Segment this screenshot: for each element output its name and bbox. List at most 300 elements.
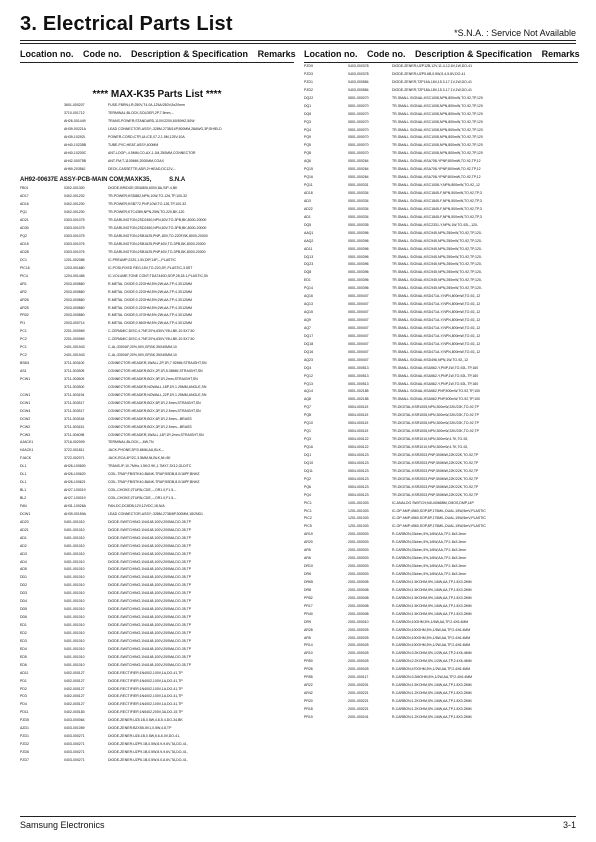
location-cell: AD11 — [20, 670, 29, 675]
parts-row — [20, 574, 294, 582]
description-cell: DIODE-SWITCHING;1N4148,100V,200MA,DO-35,TP — [108, 567, 192, 572]
parts-row — [304, 404, 578, 412]
location-cell — [20, 102, 64, 110]
description-cell: R-CARBON;2.2KOHM,5%,1/2W,AA,TP,2.4X6.4MM — [392, 659, 472, 664]
location-cell: AQ16 — [304, 294, 313, 299]
code-cell: 0501-002185 — [348, 397, 369, 402]
code-cell: 0401-001010 — [64, 662, 85, 667]
location-cell: ED4 — [20, 646, 27, 651]
location-cell: AAQ1 — [304, 230, 314, 235]
code-cell: 0501-000335 — [348, 222, 369, 227]
location-cell: PZD1 — [20, 734, 29, 739]
description-cell: TR-SMALL SIGNAL;KSD471A-Y,NPN,800mW,TO-92,,12 — [392, 294, 481, 299]
parts-row — [20, 233, 294, 241]
parts-row — [20, 134, 294, 142]
location-cell: AR25 — [20, 305, 29, 310]
code-cell: 0401-001010 — [64, 599, 85, 604]
parts-row — [20, 654, 294, 662]
location-cell: DQ10 — [304, 460, 314, 465]
location-cell: PZD1 — [304, 79, 313, 84]
code-cell: 3711-003317 — [64, 408, 85, 413]
location-cell: PQ12 — [304, 373, 313, 378]
parts-row — [20, 201, 294, 209]
location-cell: AD1 — [304, 214, 311, 219]
page-title: 3. Electrical Parts List — [20, 13, 233, 35]
description-cell: DIODE-SWITCHING;1N4148,100V,200MA,DO-35,TP — [108, 654, 192, 659]
code-cell: 0401-001010 — [64, 654, 85, 659]
location-cell: PD3 — [20, 694, 27, 699]
parts-row — [304, 269, 578, 277]
description-cell: TR-SMALL SIGNAL;KSC945,NPN,250mW,TO-92,TP,120- — [392, 278, 482, 283]
code-cell: 0401-001010 — [64, 559, 85, 564]
code-cell: 0501-000407 — [348, 341, 369, 346]
parts-row — [20, 511, 294, 519]
description-cell: TR-SMALL SIGNAL;KSC945,NPN,250mW,TO-92,TP,120- — [392, 262, 482, 267]
code-cell: 0504-000123 — [348, 476, 369, 481]
location-cell: AR5 — [304, 548, 311, 553]
description-cell: FUSE-FBRN;LR;250V,T4.0A,125A/250V,5x20mm — [108, 103, 185, 107]
location-cell: PQ4 — [304, 127, 312, 132]
parts-row — [20, 606, 294, 614]
code-cell: 0401-001010 — [64, 527, 85, 532]
location-cell: AR1 — [20, 281, 27, 286]
parts-row — [20, 733, 294, 741]
code-cell: 0401-001010 — [64, 623, 85, 627]
description-cell: DIODE-SWITCHING;1N4148,100V,200MA,DO-35,TP — [108, 559, 192, 564]
code-cell: 2001-000008 — [348, 587, 369, 592]
description-cell: TR-DIGITAL;KSR2003,PNP,300MW,22K/22K,TO-92,TP — [392, 492, 479, 497]
description-cell: DIODE-SWITCHING;1N4148,100V,200MA,DO-35,TP — [108, 591, 192, 596]
description-cell: DIODE-SWITCHING;1N4148,100V,200MA,DO-35,TP — [108, 630, 192, 635]
code-cell: 0402-001200 — [64, 202, 85, 207]
parts-row — [20, 543, 294, 551]
code-header: Code no. — [83, 49, 122, 59]
description-cell: R-CARBON;3.3MOHM,5%,1/2W,AA,TP,2.4X6.4MM — [392, 675, 473, 680]
description-cell: DIODE-SWITCHING;1N4148,100V,200MA,DO-35,TP — [108, 519, 192, 524]
location-cell: PR52 — [304, 595, 313, 600]
right-rows — [304, 63, 578, 722]
top-rule-double — [20, 43, 576, 44]
parts-row — [304, 492, 578, 500]
parts-row — [20, 622, 294, 630]
description-cell: TR-SMALL SIGNAL;KSC1008,NPN,800mW,TO-92,TP,120 — [392, 143, 483, 148]
code-cell: 0504-000123 — [348, 460, 369, 465]
description-cell: R-CARBON;1.2KOHM,5%,1/6W,AA,TP,1.8X3.2MM — [392, 691, 472, 696]
parts-row — [20, 432, 294, 440]
group-sna: S.N.A — [169, 177, 186, 184]
parts-row — [20, 495, 294, 503]
code-cell: 2001-000003 — [348, 532, 369, 537]
code-cell: 2001-000221 — [348, 706, 369, 711]
parts-row — [20, 479, 294, 487]
code-cell: 2001-000117 — [348, 675, 369, 680]
description-cell: DIODE-ZENER;BZX55-5V1,0.5W,4.8,TP — [108, 726, 172, 731]
description-cell: DIODE-SWITCHING;1N4148,100V,200MA,DO-35,TP — [108, 551, 192, 556]
parts-row — [20, 166, 294, 174]
parts-row — [304, 119, 578, 127]
location-cell: PQ9 — [304, 135, 312, 140]
parts-row — [304, 579, 578, 587]
code-cell: 2001-000025 — [348, 627, 369, 632]
code-cell: 0504-000119 — [348, 413, 369, 418]
description-cell: DIODE-SWITCHING;1N4148,100V,200MA,DO-35,TP — [108, 662, 192, 667]
location-cell: PIC5 — [304, 524, 312, 529]
location-cell: FAN — [20, 503, 27, 508]
location-cell: DL1 — [20, 472, 27, 477]
description-cell: TUBE-PVC;HEAT-ASSY,400MM — [108, 142, 159, 147]
parts-row — [20, 741, 294, 749]
location-cell: PQ10 — [304, 421, 313, 426]
description-cell: TR-SMALL SIGNAL;KSA562,PNP,500mW,TO-92,TP,100 — [392, 397, 480, 402]
description-cell: DIODE-RECTIFIER;1N4002,100V,1A,DO-41,TP — [108, 686, 183, 691]
parts-row — [20, 384, 294, 392]
code-cell: 1204-001465 — [64, 273, 85, 278]
parts-row — [304, 412, 578, 420]
code-cell: 2001-000221 — [348, 691, 369, 696]
description-cell: CONNECTOR-HEADER;BOX,2P,1R,5.08MM,STRAIGHT,SN — [108, 369, 203, 373]
parts-row — [304, 134, 578, 142]
left-column-header — [20, 46, 294, 62]
code-cell: 0501-000396 — [348, 262, 369, 267]
location-header: Location no. — [304, 49, 358, 59]
remarks-header: Remarks — [257, 49, 296, 59]
code-cell: 3716-002009 — [64, 440, 85, 445]
code-cell: 2001-000025 — [348, 643, 369, 648]
description-cell: DIODE-RECTIFIER;1N4002,100V,1A,DO-41,TP — [108, 670, 183, 675]
location-cell: AR6 — [304, 556, 311, 561]
parts-row — [20, 503, 294, 511]
parts-row — [304, 246, 578, 254]
description-cell: TR-SMALL SIGNAL;KSD471A-Y,NPN,800mW,TO-92,,12 — [392, 325, 481, 330]
code-cell: AH27-100019 — [64, 488, 86, 493]
location-cell: PQ8 — [304, 413, 312, 418]
parts-row — [20, 590, 294, 598]
code-cell: 0302-001300 — [64, 186, 85, 191]
code-cell: 0501-000513 — [348, 373, 369, 378]
location-cell: AD16 — [20, 202, 29, 207]
code-cell: 2001-000201 — [348, 683, 369, 688]
code-cell: 2201-000969 — [64, 329, 85, 334]
code-cell: 0403-000584 — [348, 87, 369, 92]
location-cell: DQ13 — [304, 254, 314, 259]
location-cell: AR20 — [304, 540, 313, 545]
description-cell: R-CARBON;3.3KOHM,5%,1/2W,AA,TP,2.4X6.4MM — [392, 651, 472, 656]
parts-row — [304, 238, 578, 246]
code-cell: 3710-001712 — [64, 110, 85, 115]
code-cell: 0501-000070 — [348, 111, 369, 116]
location-cell: AQ8 — [304, 397, 312, 402]
location-cell: AD15 — [20, 242, 29, 246]
parts-row — [304, 642, 578, 650]
code-cell: 0501-000407 — [348, 333, 369, 338]
code-cell: 0504-000123 — [348, 484, 369, 489]
code-cell: AH40-10200C — [64, 150, 87, 155]
location-cell: AR2 — [20, 289, 27, 294]
description-cell: DIODE-SWITCHING;1N4148,100V,200MA,DO-35,TP — [108, 607, 192, 612]
remarks-header: Remarks — [541, 49, 580, 59]
parts-row — [20, 320, 294, 328]
location-cell: PR14 — [304, 643, 313, 648]
code-cell: 2003-000860 — [64, 305, 85, 310]
parts-row — [20, 670, 294, 678]
location-cell: AD21 — [20, 218, 29, 223]
description-cell: DIODE-ZENER;UZ5.1B,0.5W,4.8-5.4,DO-34,BK — [108, 718, 183, 723]
code-cell: 0501-000070 — [348, 103, 369, 108]
description-cell: IC-OP AMP;4560,SOP,8P,175MIL,DUAL,15W,5mV,PLASTIC — [392, 508, 486, 513]
description-cell: DIODE-ZENER;UZP12B,12V,11.4-12.6V,1W,DO-41 — [392, 64, 473, 68]
location-cell: PCW3 — [20, 432, 31, 437]
parts-row — [20, 646, 294, 654]
code-cell: 0501-000396 — [348, 270, 369, 275]
description-cell: TR-SMALL SIGNAL;KSC945,NPN,250mW,TO-92,TP,120- — [392, 286, 482, 291]
parts-row — [20, 376, 294, 384]
description-cell: TR-DARLINGTON;2SB1625,PNP,60V,TO-3PB,BK,8000-20000 — [108, 242, 206, 246]
parts-row — [20, 185, 294, 193]
description-cell: CONNECTOR-HEADER;BOX,3P,1R,2.5mm,STRAIGHT,SN — [108, 408, 201, 413]
footer-rule — [20, 816, 576, 817]
code-cell: 0401-001010 — [64, 575, 85, 580]
code-cell: 1201-001003 — [348, 508, 369, 513]
description-cell: R-METAL OXIDE;0.56OHM;5%;2W;AA;TP;4.3X12MM — [108, 321, 192, 326]
location-cell: AD30 — [20, 226, 29, 231]
location-cell: AD18 — [304, 191, 313, 195]
parts-row — [304, 460, 578, 468]
location-cell: PQ7 — [304, 405, 312, 410]
code-cell: 3601-000207 — [64, 103, 85, 107]
parts-row — [304, 468, 578, 476]
parts-row — [20, 717, 294, 725]
description-cell: TR-SMALL SIGNAL;KSC1008,NPN,800mW,TO-92,TP,120 — [392, 95, 483, 100]
description-cell: TR-SMALL SIGNAL;KSD471A-Y,NPN,800mW,TO-92,,12 — [392, 318, 481, 322]
description-cell: R-METAL OXIDE;0.22OHM;5%;2W;AA;TP;4.3X12MM — [108, 297, 192, 302]
description-cell: R-CARBON;33ohm,5%,1/6W,AA,TP,1.8x3.2mm — [392, 572, 467, 576]
right-column — [304, 46, 578, 722]
code-cell: 2001-000003 — [348, 548, 369, 553]
description-cell: R-CARBON;33ohm,5%,1/6W,AA,TP,1.8x3.2mm — [392, 564, 467, 569]
location-cell: PR20 — [304, 699, 313, 703]
location-cell: AS1 — [20, 369, 27, 373]
parts-row — [304, 222, 578, 230]
description-cell: DIODE-SWITCHING;1N4148,100V,200MA,DO-35,TP — [108, 575, 192, 580]
description-cell: DECK-CASSETTE;ADR,2+HEAD,DC12V,-- — [108, 166, 176, 171]
code-cell: 0504-000122 — [348, 437, 369, 442]
description-cell: R-CARBON;100OHM,5%,1/2W,AA,TP,2.4X6.4MM — [392, 643, 471, 648]
description-cell: TR-DIGITAL;KSR2003,PNP,300MW,22K/22K,TO-92,TP — [392, 452, 479, 457]
description-cell: CONNECTOR-HEADER;BOX,3P,1R,2.5mm,--BRASS — [108, 424, 192, 429]
location-cell: PIC2 — [304, 516, 312, 521]
description-cell: TR-DARLINGTON;2SB1625,PNP,60V,TO-3PB,BK,8000-20000 — [108, 249, 206, 254]
code-cell: 2001-000241 — [348, 714, 369, 719]
location-cell: DQ18 — [304, 341, 314, 346]
code-cell: 0501-000513 — [348, 365, 369, 370]
parts-row — [20, 336, 294, 344]
code-cell: 0501-000407 — [348, 294, 369, 299]
parts-row — [20, 598, 294, 606]
code-cell: 0403-000584 — [348, 79, 369, 84]
code-cell: 3722-002071 — [64, 456, 85, 461]
code-cell: 0504-000119 — [348, 429, 369, 434]
parts-row — [20, 312, 294, 320]
description-cell: TR-SMALL SIGNAL;KSA708-YPNP,800mW,TO-92,TP,12 — [392, 167, 481, 172]
location-cell: ED3 — [20, 638, 27, 643]
description-cell: TR-SMALL SIGNAL;KSA708-YPNP,800mW,TO-92,TP,12 — [392, 159, 481, 164]
parts-row — [20, 439, 294, 447]
description-cell: JACK-RCA;4P/2C,3.5MM,NI,BLK,NI=50 — [108, 456, 171, 461]
parts-row — [20, 158, 294, 166]
code-cell: AH26-001449 — [64, 118, 86, 123]
location-cell: PQ3 — [304, 119, 312, 124]
parts-row — [20, 209, 294, 217]
parts-row — [304, 674, 578, 682]
description-cell: TR-SMALL SIGNAL;KSC1845-F,NPN,500mW,TO-92,TP,3 — [392, 214, 482, 219]
location-cell: DL1 — [20, 480, 27, 485]
parts-row — [304, 79, 578, 87]
parts-row — [304, 309, 578, 317]
location-cell: PR19 — [304, 714, 313, 719]
location-cell: AD17 — [20, 194, 29, 199]
code-cell: AH42-00075B — [64, 158, 86, 163]
parts-row — [304, 627, 578, 635]
description-cell: TR-SMALL SIGNAL;KSC945,NPN,250mW,TO-92,TP,120- — [392, 246, 482, 251]
description-cell: R-CARBON;33ohm,5%,1/6W,AA,TP,1.8x3.2mm — [392, 532, 467, 537]
location-cell: PQ14 — [304, 286, 313, 291]
description-cell: TR-SMALL SIGNAL;KSA562,PNP,500mW,TO-92,TP,100 — [392, 389, 480, 394]
description-cell: TR-DARLINGTON;2SB1625,PNP,-80V,TO-220F,BK,8000-20000 — [108, 234, 208, 239]
description-cell: TR-DIGITAL;KSR1005,NPN,300mW,22K/22K,TO-92,TP — [392, 413, 480, 418]
location-cell: AD1 — [20, 535, 27, 540]
code-cell: 2001-000003 — [348, 572, 369, 576]
parts-row — [304, 452, 578, 460]
parts-row — [304, 698, 578, 706]
parts-row — [304, 619, 578, 627]
description-cell: TR-SMALL SIGNAL;KSC1845-F,NPN,500mW,TO-92,TP,3 — [392, 206, 482, 211]
location-cell: DC1 — [20, 257, 28, 262]
parts-row — [20, 559, 294, 567]
location-cell: ED1 — [20, 623, 27, 627]
parts-row — [20, 471, 294, 479]
location-cell: PZD7 — [20, 757, 29, 762]
parts-row — [304, 293, 578, 301]
parts-row — [304, 373, 578, 381]
location-cell: PIC4 — [20, 273, 28, 278]
parts-row — [304, 714, 578, 722]
location-cell: DR8 — [304, 587, 312, 592]
sna-note: *S.N.A. : Service Not Available — [454, 28, 576, 38]
description-cell: R-CARBON;1.2KOHM,5%,1/6W,AA,TP,1.8X3.2MM — [392, 706, 472, 711]
parts-row — [304, 444, 578, 452]
code-cell: 0401-001010 — [64, 567, 85, 572]
description-cell: IC-OP AMP;4560,SOP,8P,175MIL,DUAL,15W,5mV,PLASTIC — [392, 524, 486, 529]
location-cell: PZD3 — [304, 71, 313, 76]
description-cell: COIL-CHOKE;2TURN,CDE,--,OR1.0,F1.5,-- — [108, 496, 177, 500]
code-cell: 2003-000714 — [64, 321, 85, 326]
description-cell: DIODE-ZENER;UZP9.1B,0.5W,8.9-9.6V,TA,DO-41, — [108, 750, 188, 754]
location-cell: DCW4 — [20, 408, 31, 413]
code-cell: 0402-000127 — [64, 686, 85, 691]
parts-row — [304, 103, 578, 111]
description-cell: CONNECTOR-HEADER;BOX,6P,1R,2.5mm,--BRASS — [108, 416, 192, 421]
description-cell: TR-DARLINGTON;2SD2450,NPN,60V,TO-3PB,BK,8000-20000 — [108, 218, 207, 223]
location-cell: FB01 — [20, 186, 29, 191]
description-cell: TR-DIGITAL;KSR2003,PNP,300MW,22K/22K,TO-92,TP — [392, 468, 479, 473]
description-cell: R-METAL OXIDE;0.47OHM;5%;2W;AA;TP;4.3X12MM — [108, 313, 192, 318]
code-cell: 2001-000008 — [348, 595, 369, 600]
code-cell: 3722-001811 — [64, 448, 85, 453]
description-cell: TRANS-POWER;STANDARD,110V/220V,60/50HZ,50W — [108, 118, 195, 123]
location-cell: PR02 — [20, 313, 29, 318]
parts-row — [304, 706, 578, 714]
code-cell: 3711-002609 — [64, 376, 85, 381]
description-cell: TERMINAL;BLOCK,--,6W,TN — [108, 440, 154, 445]
code-cell: 2001-000025 — [348, 635, 369, 640]
location-cell: AD11 — [304, 246, 313, 251]
parts-row — [20, 392, 294, 400]
location-cell: DR10 — [304, 564, 313, 569]
location-cell: PR50 — [304, 659, 313, 664]
location-cell: PZD6 — [20, 750, 29, 754]
code-cell: 0501-000070 — [348, 119, 369, 124]
description-cell: R-CARBON;100OHM,5%,1/6W,AA,TP,2.4X6.4MM — [392, 627, 471, 632]
parts-row — [304, 349, 578, 357]
description-cell: TRANS-IF;10.7MHz,1.5K/2.9K,1.7MX7.3X12,GLD/TC — [108, 464, 192, 469]
parts-row — [20, 686, 294, 694]
location-cell: DQ11 — [304, 468, 313, 473]
parts-row — [304, 333, 578, 341]
parts-row — [304, 547, 578, 555]
parts-row — [304, 523, 578, 531]
description-cell: DIODE-RECTIFIER;1N4002,100V,1A,DO-41,TP — [108, 702, 183, 707]
code-cell: 0501-000264 — [348, 175, 369, 180]
description-cell: TR-SMALL SIGNAL;KSC1008,NPN,800mW,TO-92,TP,120 — [392, 127, 483, 132]
parts-row — [20, 709, 294, 717]
code-cell: 1201-002085 — [64, 257, 85, 262]
code-cell: AH40-10235B — [64, 142, 86, 147]
location-cell: AR22 — [304, 683, 313, 688]
code-cell: AH31-10026A — [64, 503, 86, 508]
description-cell: POWER-CORD;CTR,UL/CE,07.2,1.5M,125V,10A — [108, 134, 185, 139]
location-cell: DQ5 — [304, 222, 312, 227]
group-heading — [20, 177, 294, 183]
parts-row — [304, 198, 578, 206]
description-cell: TR-SMALL SIGNAL;KSC1008-Y,NPN,800mW,TO-92,,12 — [392, 183, 480, 188]
description-cell: DIODE-SWITCHING;1N4148,100V,200MA,DO-35,TP — [108, 543, 192, 548]
location-cell: PQ11 — [304, 183, 313, 188]
location-cell: BL2 — [20, 496, 27, 500]
code-cell: 2001-000008 — [348, 603, 369, 608]
description-cell: CONNECTOR-HEADER;NOWALL,18P,1R,1.25MM,ANGLE,SN — [108, 384, 207, 389]
parts-row — [20, 273, 294, 281]
location-cell: AD3 — [304, 198, 311, 203]
code-cell: 0401-001010 — [64, 519, 85, 524]
description-cell: R-CARBON;470OHM,5%,1/2W,AA,TP,2.4X6.4MM — [392, 667, 471, 672]
parts-row — [20, 749, 294, 757]
code-cell: 0501-000513 — [348, 381, 369, 386]
location-cell — [20, 150, 64, 158]
parts-row — [304, 650, 578, 658]
description-cell: TR-SMALL SIGNAL;KSD471A-Y,NPN,800mW,TO-92,,12 — [392, 333, 481, 338]
code-cell: 0402-000127 — [64, 702, 85, 707]
description-cell: FAN-DC;DC8DB;12V,12VDC,18,N/A — [108, 503, 165, 508]
description-cell: TR-DIGITAL;KSR2003,PNP,300MW,22K/22K,TO-92,TP — [392, 460, 479, 465]
description-cell: TR-DIGITAL;KSR1010,NPN,300mW,4.7K,TO-92, — [392, 445, 469, 449]
description-cell: IC-PREAMP;2220,1.5V,DIP,14P,--,PLASTIC — [108, 257, 177, 262]
code-cell: 0501-000334 — [348, 206, 369, 211]
parts-row — [304, 190, 578, 198]
code-cell: 1201-001003 — [348, 524, 369, 529]
right-column-header — [304, 46, 578, 62]
location-cell: AAQ2 — [304, 238, 314, 243]
code-cell: 0501-000331 — [348, 183, 369, 188]
